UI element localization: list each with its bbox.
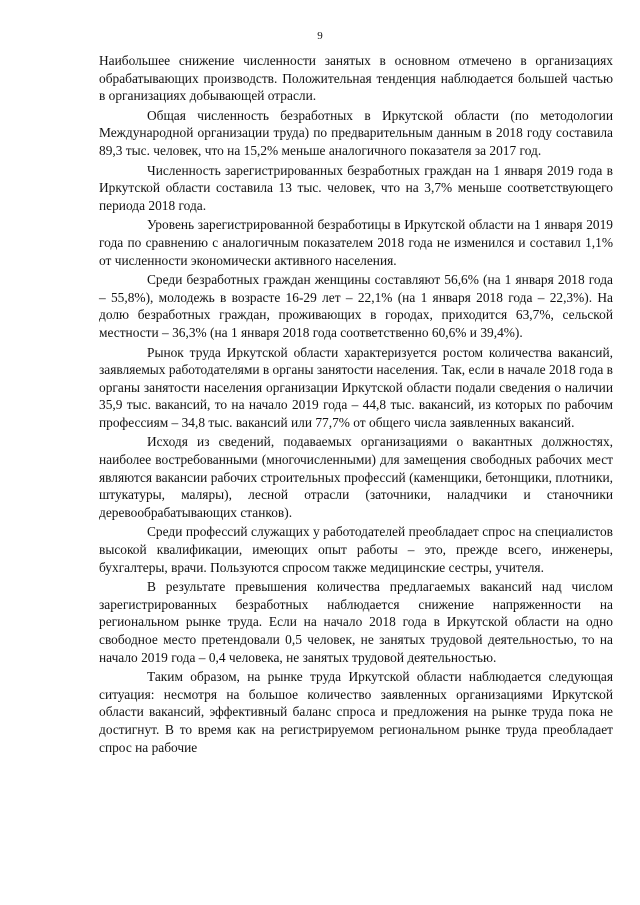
paragraph-registered-unemployed: Численность зарегистрированных безработных граждан на 1 января 2019 года в Иркутской области составила 13 тыс. человек, что на 3,7% меньше соответствующего периода 2018 года.	[99, 162, 613, 213]
page-number: 9	[317, 30, 323, 42]
paragraph-demanded-professions: Исходя из сведений, подаваемых организациями о вакантных должностях, наиболее востребованными (многочисленными) для замещения свободных рабочих мест являются вакансии рабочих строительных профессий (каменщики, бетонщики, плотники, штукатуры, маляры), лесной отрасли (заточники, наладчики и станочники деревообрабатывающих станков).	[99, 434, 613, 520]
paragraph-unemployed-total: Общая численность безработных в Иркутской области (по методологии Международной организации труда) по предварительным данным в 2018 году составила 89,3 тыс. человек, что на 15,2% меньше аналогичного показателя за 2017 год.	[99, 107, 613, 158]
paragraph-office-demand: Среди профессий служащих у работодателей преобладает спрос на специалистов высокой квалификации, имеющих опыт работы – это, прежде всего, инженеры, бухгалтеры, врачи. Пользуются спросом также медицинские сестры, учителя.	[99, 524, 613, 575]
paragraph-vacancies-growth: Рынок труда Иркутской области характеризуется ростом количества вакансий, заявляемых работодателями в органы занятости населения. Так, если в начале 2018 года в органы занятости населения организации Иркутской области подали сведения о наличии 35,9 тыс. вакансий, то на начало 2019 года – 44,8 тыс. вакансий, из которых по рабочим профессиям – 34,8 тыс. вакансий или 77,7% от общего числа заявленных вакансий.	[99, 344, 613, 430]
paragraph-unemployment-rate: Уровень зарегистрированной безработицы в Иркутской области на 1 января 2019 года по сравнению с аналогичным показателем 2018 года не изменился и составил 1,1% от численности экономически активного населения.	[99, 217, 613, 268]
paragraph-conclusion: Таким образом, на рынке труда Иркутской области наблюдается следующая ситуация: несмотря на большое количество заявленных организациями Иркутской области вакансий, эффективный баланс спроса и предложения на рынке труда пока не достигнут. В то время как на регистрируемом региональном рынке труда преобладает спрос на рабочие	[99, 669, 613, 755]
paragraph-unemployed-structure: Среди безработных граждан женщины составляют 56,6% (на 1 января 2018 года – 55,8%), молодежь в возрасте 16-29 лет – 22,1% (на 1 января 2018 года – 22,3%). На долю безработных граждан, проживающих в городах, приходится 63,7%, сельской местности – 36,3% (на 1 января 2018 года соответственно 60,6% и 39,4%).	[99, 272, 613, 340]
paragraph-labor-tension: В результате превышения количества предлагаемых вакансий над числом зарегистрированных безработных наблюдается снижение напряженности на региональном рынке труда. Если на начало 2018 года в Иркутской области на одно свободное место претендовали 0,5 человек, не занятых трудовой деятельностью, то на начало 2019 года – 0,4 человека, не занятых трудовой деятельностью.	[99, 579, 613, 665]
body-text	[99, 52, 613, 756]
paragraph-employment-decline: Наибольшее снижение численности занятых в основном отмечено в организациях обрабатывающих производств. Положительная тенденция наблюдается большей частью в организациях добывающей отрасли.	[99, 53, 613, 104]
